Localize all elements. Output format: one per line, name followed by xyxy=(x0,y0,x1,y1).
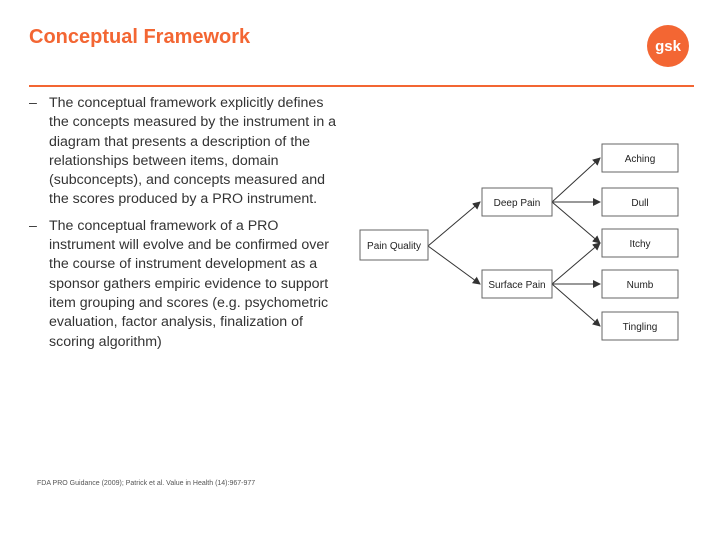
domain-box xyxy=(482,188,552,216)
footnote: FDA PRO Guidance (2009); Patrick et al. Value in Health (14):967-977 xyxy=(37,480,256,487)
connector-concept-deep xyxy=(428,202,480,246)
logo-text: gsk xyxy=(655,38,681,55)
slide-title: Conceptual Framework xyxy=(29,26,251,48)
conceptual-framework-diagram xyxy=(352,128,687,343)
item-label: Dull xyxy=(631,198,649,209)
item-box xyxy=(602,188,678,216)
connector-deep-itchy xyxy=(552,202,600,243)
item-box xyxy=(602,312,678,340)
gsk-logo-icon xyxy=(646,24,690,68)
concept-box xyxy=(360,230,428,260)
domain-label: Deep Pain xyxy=(493,198,541,209)
domain-label: Surface Pain xyxy=(488,280,546,291)
bullet-marker: – xyxy=(29,217,37,234)
item-box xyxy=(602,144,678,172)
bullet-text: The conceptual framework of a PRO instrument will evolve and be confirmed over the course of instrument development as a sponsor gathers empiric evidence to support item grouping and scores (e.g. psychometric evaluation, factor analysis, finalization of scoring algorithm) xyxy=(49,217,329,350)
bullet-list xyxy=(29,94,344,359)
connector-concept-surface xyxy=(428,246,480,284)
bullet-marker: – xyxy=(29,95,37,111)
item-label: Aching xyxy=(624,154,656,165)
domain-box xyxy=(482,270,552,298)
diagram-connectors xyxy=(428,158,600,326)
concept-label: Pain Quality xyxy=(367,241,421,252)
bullet-item xyxy=(29,94,344,210)
item-label: Itchy xyxy=(629,239,651,250)
connector-deep-aching xyxy=(552,158,600,202)
item-label: Numb xyxy=(626,280,654,291)
bullet-item xyxy=(29,217,344,352)
item-box xyxy=(602,229,678,257)
bullet-text: The conceptual framework explicitly defines the concepts measured by the instrument in a diagram that presents a description of the relationships between items, domain (subconcepts), and concepts measured and the scores produced by a PRO instrument. xyxy=(49,95,337,208)
connector-surface-tingling xyxy=(552,284,600,326)
title-divider xyxy=(29,85,694,87)
item-box xyxy=(602,270,678,298)
item-label: Tingling xyxy=(622,322,658,333)
connector-surface-itchy xyxy=(552,243,600,284)
